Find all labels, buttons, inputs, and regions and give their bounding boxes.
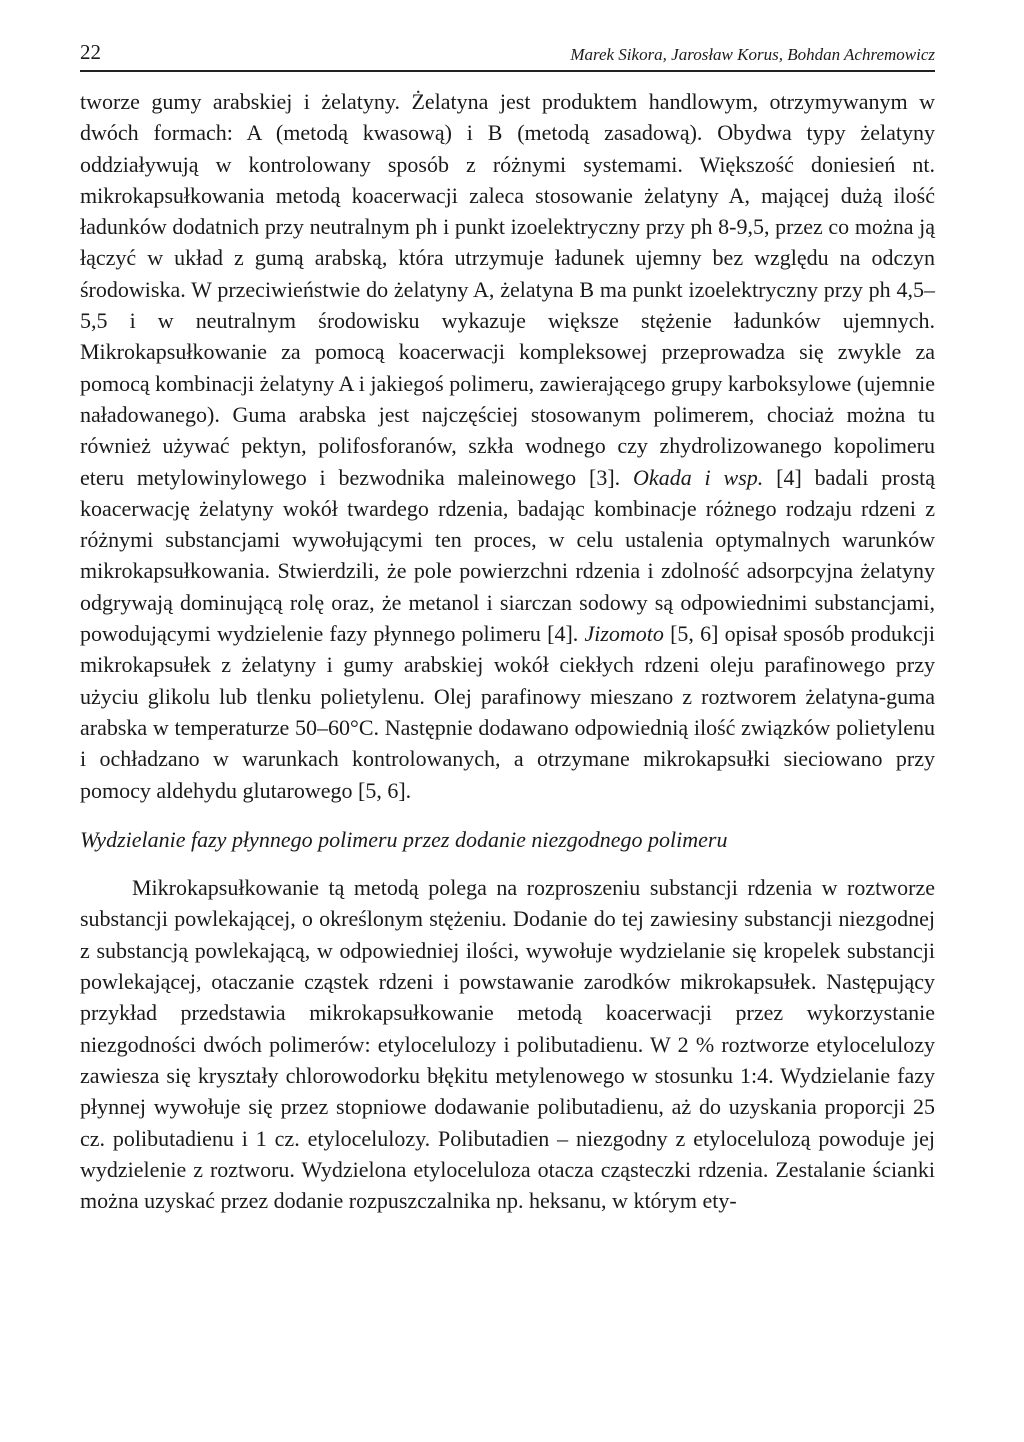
running-head [80,40,935,72]
body-paragraph [80,86,935,806]
page [80,40,935,1216]
citation-jizomoto: Jizomoto [584,621,664,647]
paragraph-text: tworze gumy arabskiej i żelatyny. Żelatyna jest produktem handlowym, otrzymywanym w dwóch formach: A (metodą kwasową) i B (metodą zasadową). Obydwa typy żelatyny oddziaływują w kontrolowany sposób z różnymi systemami. Większość doniesień nt. mikrokapsułkowania metodą koacerwacji zaleca stosowanie żelatyny A, mającej dużą ilość ładunków dodatnich przy neutralnym ph i punkt izoelektryczny przy ph 8-9,5, przez co można ją łączyć w układ z gumą arabską, która utrzymuje ładunek ujemny bez względu na odczyn środowiska. W przeciwieństwie do żelatyny A, żelatyna B ma punkt izoelektryczny przy ph 4,5–5,5 i w neutralnym środowisku wykazuje większe stężenie ładunków ujemnych. Mikrokapsułkowanie za pomocą koacerwacji kompleksowej przeprowadza się zwykle za pomocą kombinacji żelatyny A i jakiegoś polimeru, zawierającego grupy karboksylowe (ujemnie naładowanego). Guma arabska jest najczęściej stosowanym polimerem, chociaż można tu również używać pektyn, polifosforanów, szkła wodnego czy zhydrolizowanego kopolimeru eteru metylowinylowego i bezwodnika maleinowego [3]. [80,89,935,490]
paragraph-text: [5, 6] opisał sposób produkcji mikrokapsułek z żelatyny i gumy arabskiej wokół ciekłych rdzeni oleju parafinowego przy użyciu glikolu lub tlenku polietylenu. Olej parafinowy mieszano z roztworem żelatyna-guma arabska w temperaturze 50–60°C. Następnie dodawano odpowiednią ilość związków polietylenu i ochładzano w warunkach kontrolowanych, a otrzymane mikrokapsułki sieciowano przy pomocy aldehydu glutarowego [5, 6]. [80,621,935,803]
section-paragraph: Mikrokapsułkowanie tą metodą polega na rozproszeniu substancji rdzenia w roztworze substancji powlekającej, o określonym stężeniu. Dodanie do tej zawiesiny substancji niezgodnej z substancją powlekającą, w odpowiedniej ilości, wywołuje wydzielanie się kropelek substancji powlekającej, otaczanie cząstek rdzeni i powstawanie zarodków mikrokapsułek. Następujący przykład przedstawia mikrokapsułkowanie metodą koacerwacji przez wykorzystanie niezgodności dwóch polimerów: etylocelulozy i polibutadienu. W 2 % roztworze etylocelulozy zawiesza się kryształy chlorowodorku błękitu metylenowego w stosunku 1:4. Wydzielanie fazy płynnej wywołuje się przez stopniowe dodawanie polibutadienu, aż do uzyskania proporcji 25 cz. polibutadienu i 1 cz. etylocelulozy. Polibutadien – niezgodny z etylocelulozą powoduje jej wydzielenie z roztworu. Wydzielona etyloceluloza otacza cząsteczki rdzenia. Zestalanie ścianki można uzyskać przez dodanie rozpuszczalnika np. heksanu, w którym ety- [80,875,935,1214]
paragraph-text: [4] badali prostą koacerwację żelatyny wokół twardego rdzenia, badając kombinacje różnego rodzaju rdzeni z różnymi substancjami wywołującymi ten proces, w celu ustalenia optymalnych warunków mikrokapsułkowania. Stwierdzili, że pole powierzchni rdzenia i zdolność adsorpcyjna żelatyny odgrywają dominującą rolę oraz, że metanol i siarczan sodowy są odpowiednimi substancjami, powodującymi wydzielenie fazy płynnego polimeru [4]. [80,464,936,647]
citation-okada: Okada i wsp. [633,464,764,490]
section-heading: Wydzielanie fazy płynnego polimeru przez dodanie niezgodnego polimeru [80,826,728,852]
running-head-authors: Marek Sikora, Jarosław Korus, Bohdan Achremowicz [570,45,935,64]
page-number: 22 [80,40,101,64]
